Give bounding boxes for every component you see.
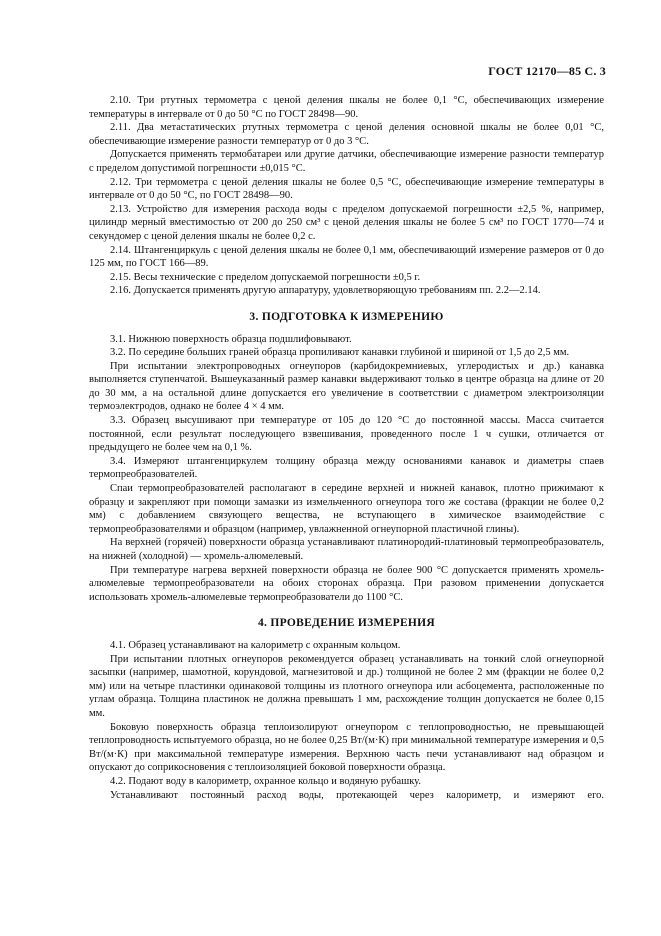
paragraph-3-2: 3.2. По середине больших граней образца пропиливают канавки глубиной и шириной от 1,5 до 2,5 мм.: [110, 347, 570, 359]
section-4-heading: 4. ПРОВЕДЕНИЕ ИЗМЕРЕНИЯ: [257, 617, 436, 630]
paragraph-3-4-hot-side: На верхней (горячей) поверхности образца устанавливают платинородий-платиновый термопреобразователь, на нижней (холодной) — хромель-алюмелевый.: [89, 537, 604, 562]
paragraph-3-2-note: При испытании электропроводных огнеупоров (карбидокремниевых, углеродистых и др.) канавка выполняется ступенчатой. Вышеуказанный размер канавки выдерживают только в центре образца на длине от 20 до 30 мм, а на остальной длине допускается его увеличение в соответствии с диаметром электроизоляции термоэлектродов, однако не более 4 × 4 мм.: [89, 360, 604, 413]
paragraph-3-4-junctions: Спаи термопреобразователей располагают в середине верхней и нижней канавок, плотно прижимают к образцу и закрепляют при помощи замазки из измельченного огнеупора того же состава (фракции не более 0,2 мм) с добавлением связующего вещества, не вступающего в химическое взаимодействие с термопреобразователями и образцом (например, увлажненной огнеупорной пластичной глины).: [89, 483, 604, 535]
paragraph-3-4: 3.4. Измеряют штангенциркулем толщину образца между основаниями канавок и диаметры спаев термопреобразователей.: [89, 455, 604, 481]
paragraph-2-14: 2.14. Штангенциркуль с ценой деления шкалы не более 0,1 мм, обеспечивающий измерение размеров от 0 до 125 мм, по ГОСТ 166—89.: [89, 244, 604, 270]
paragraph-4-1-insulation: Боковую поверхность образца теплоизолируют огнеупором с теплопроводностью, не превышающей теплопроводность испытуемого образца, но не более 0,25 Вт/(м·К) при минимальной температуре измерения и 0,5 Вт/(м·К) при максимальной температуре измерения. Верхнюю часть печи устанавливают над образцом и опускают до соприкосновения с теплоизоляцией боковой поверхности образца.: [89, 721, 604, 774]
paragraph-2-15: 2.15. Весы технические с пределом допускаемой погрешности ±0,5 г.: [110, 271, 421, 283]
paragraph-2-11-note: Допускается применять термобатареи или другие датчики, обеспечивающие измерение разности температур с пределом допустимой погрешности ±0,015 °С.: [89, 149, 604, 174]
paragraph-2-13: 2.13. Устройство для измерения расхода воды с пределом допускаемой погрешности ±2,5 %, например, цилиндр мерный вместимостью от 200 до 250 см³ с ценой деления шкалы не более 5 см³ по ГОСТ 1770—74 и секундомер с ценой деления шкалы не более 0,2 с.: [89, 203, 604, 242]
paragraph-4-1: 4.1. Образец устанавливают на калориметр с охранным кольцом.: [110, 639, 401, 651]
paragraph-2-10: 2.10. Три ртутных термометра с ценой деления шкалы не более 0,1 °С, обеспечивающих измерение температуры в интервале от 0 до 50 °С по ГОСТ 28498—90.: [89, 95, 604, 120]
paragraph-4-1-dense: При испытании плотных огнеупоров рекомендуется образец устанавливать на тонкий слой огнеупорной засыпки (например, шамотной, корундовой, магнезитовой и др.) толщиной не более 2 мм (фракции не более 0,2 мм) или на четыре пластинки одинаковой толщины из плотного огнеупора или асбоцемента, расположенные по углам образца. Толщина пластинок не должна превышать 1 мм, расхождение толщин допускается не более 0,15 мм.: [89, 653, 604, 719]
page-header: ГОСТ 12170—85 С. 3: [488, 64, 606, 78]
paragraph-3-1: 3.1. Нижнюю поверхность образца подшлифовывают.: [110, 333, 352, 345]
paragraph-3-4-temperature: При температуре нагрева верхней поверхности образца не более 900 °С допускается применять хромель-алюмелевые термопреобразователи на обоих сторонах образца. При разовом применении допускается использовать хромель-алюмелевые термопреобразователи до 1100 °С.: [89, 564, 604, 603]
paragraph-2-12: 2.12. Три термометра с ценой деления шкалы не более 0,5 °С, обеспечивающие измерение температуры в интервале от 0 до 50 °С, по ГОСТ 28498—90.: [89, 176, 604, 202]
document-body: [89, 94, 604, 802]
paragraph-4-2: 4.2. Подают воду в калориметр, охранное кольцо и водяную рубашку.: [110, 775, 421, 787]
paragraph-4-2-flow: Устанавливают постоянный расход воды, протекающей через калориметр, и измеряют его.: [110, 789, 604, 801]
paragraph-2-16: 2.16. Допускается применять другую аппаратуру, удовлетворяющую требованиям пп. 2.2—2.14.: [110, 285, 541, 297]
paragraph-2-11: 2.11. Два метастатических ртутных термометра с ценой деления основной шкалы не более 0,01 °С, обеспечивающие измерение разности температур от 0 до 3 °С.: [89, 122, 604, 147]
section-3-heading: 3. ПОДГОТОВКА К ИЗМЕРЕНИЮ: [249, 310, 444, 323]
paragraph-3-3: 3.3. Образец высушивают при температуре от 105 до 120 °С до постоянной массы. Масса считается постоянной, если результат последующего взвешивания, проведенного после 1 ч сушки, отличается от предыдущего не более чем на 0,1 %.: [89, 415, 604, 454]
